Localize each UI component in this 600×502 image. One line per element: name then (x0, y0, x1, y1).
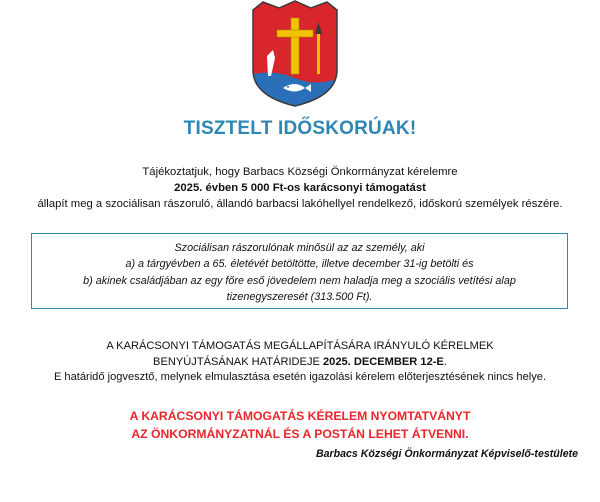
coat-of-arms-icon (247, 0, 343, 108)
deadline-text (0, 339, 600, 386)
intro-line: Tájékoztatjuk, hogy Barbacs Községi Önkormányzat kérelemre (142, 166, 458, 178)
page-title: TISZTELT IDŐSKORÚAK! (183, 118, 417, 139)
deadline-suffix: . (443, 355, 447, 368)
eligibility-line: b) akinek családjában az egy főre eső jövedelem nem haladja meg a szociális vetítési alap (83, 274, 516, 287)
intro-text (0, 164, 600, 212)
signature: Barbacs Községi Önkormányzat Képviselő-testülete (316, 448, 578, 460)
eligibility-line: Szociálisan rászorulónak minősül az az személy, aki (174, 242, 425, 254)
deadline-line: A KARÁCSONYI TÁMOGATÁS MEGÁLLAPÍTÁSÁRA IRÁNYULÓ KÉRELMEK (106, 340, 494, 352)
notice-line: AZ ÖNKORMÁNYZATNÁL ÉS A POSTÁN LEHET ÁTVENNI. (131, 426, 469, 441)
notice-line: A KARÁCSONYI TÁMOGATÁS KÉRELEM NYOMTATVÁNYT (129, 409, 471, 423)
deadline-line: E határidő jogvesztő, melynek elmulasztása esetén igazolási kérelem előterjesztésének nincs helye. (53, 371, 547, 383)
deadline-line (0, 355, 600, 371)
deadline-prefix: BENYÚJTÁSÁNAK HATÁRIDEJE (153, 355, 323, 368)
notice-text (0, 408, 600, 443)
eligibility-line: tizenegyszeresét (313.500 Ft). (226, 291, 373, 304)
eligibility-box (31, 233, 568, 309)
eligibility-line: a) a tárgyévben a 65. életévét betöltötte, illetve december 31-ig betölti és (125, 258, 474, 271)
intro-line: állapít meg a szociálisan rászoruló, állandó barbacsi lakóhellyel rendelkező, időskorú személyek részére. (37, 198, 563, 210)
deadline-date: 2025. DECEMBER 12-E (322, 355, 444, 368)
intro-amount-line: 2025. évben 5 000 Ft-os karácsonyi támogatást (174, 182, 426, 194)
